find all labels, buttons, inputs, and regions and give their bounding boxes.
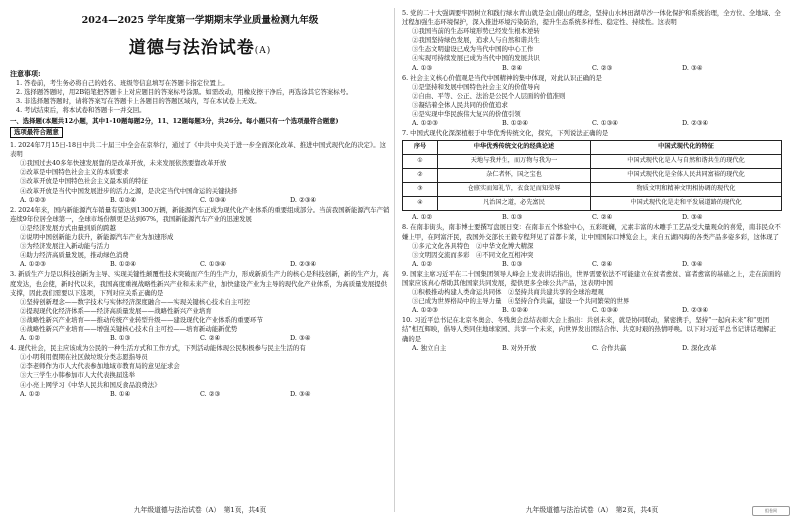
option: ③生态文明建设已成为当代中国的中心工作 [412,45,534,54]
option: ③已成为世界格局中的主导力量 ④坚持合作共赢，建设一个共同繁荣的世界 [412,297,630,306]
question-stem: 8. 在南非街头，南非博士要撰写盘展日变：在南非五个体验中心，五彩斑斓，元素丰富的木雕手工艺品受大量观众的喜爱，南非民众不嫌上甲，在阿富汗民，我国外交部长王毅专程拜见了首都卡莱，让中国国际口博览会上，来自五湖四海的各类产品多姿多彩，这体现了 [402,223,781,241]
table-header: 中华优秀传统文化的经典论述 [438,141,591,155]
table-header: 序号 [403,141,438,155]
option: ③为经济发展注入新动能与活力 [20,242,110,251]
option: ①是坚持和发展中国特色社会主义的价值导向 [412,82,540,91]
choice-a: A. ①②③ [412,306,438,315]
choice-a: A. ①② [20,334,41,343]
choice-b: B. ①②④ [502,119,528,128]
option: ④是实现中华民族伟大复兴的价值引领 [412,110,521,119]
choice-b: B. ①②④ [502,306,528,315]
table-row [403,155,782,169]
question-stem: 9. 国家主席习近平在二十国集团领导人峰会上发表讲话指出，世界需要依法不可能建立在贫者愈贫、富者愈富的基础之上，走在前面的国家应该真心帮助其他国家共同发展，提供更多全球公共产品，这表明中国 [402,269,781,287]
option: ②李老师作为市人大代表参加地域市教育局的意见征求会 [20,362,180,371]
answer-choices [402,260,782,269]
question-1 [10,141,390,205]
option: ④小亮上网学习《中华人民共和国反食品浪费法》 [20,380,161,389]
question-stem: 5. 党的二十大强调要牢固树立和践行绿水青山就是金山银山的理念，坚持山水林田湖草沙一体化保护和系统治理，全方位、全地域、全过程加强生态环境保护，深入推进环境污染防治，提升生态系统多样性、稳定性、持续性。这表明 [402,9,781,27]
choice-a: A. ①② [412,213,433,222]
option: ③凝结着全体人民共同的价值追求 [412,100,508,109]
choice-c: C. ②③ [200,389,221,398]
answer-choices [402,344,782,353]
answer-choices [402,213,782,222]
question-stem: 4. 现代社会，民主应该成为公民的一种生活方式和工作方式，下列活动能体现公民积极参与民主生活的有 [10,344,306,353]
question-3 [10,270,390,343]
choice-c: C. ①③④ [592,119,618,128]
table-cell: ④ [403,197,438,211]
choice-a: A. 独立自主 [412,343,447,352]
question-stem: 6. 社会主义核心价值观是当代中国精神的集中体现，对此认识正确的是 [402,73,602,82]
watermark-logo: 组卷网 [752,506,790,516]
choice-b: B. ①③ [502,213,523,222]
choice-b: B. ①②④ [110,260,136,269]
question-6 [402,74,782,129]
note-item: 1. 答卷前，考生务必将自己的姓名、班级等信息填写在答题卡指定位置上。 [16,78,229,87]
question-stem: 2. 2024年来，国内新能源汽车销量有望达到1300万辆，新能源汽车正成为现代化产业体系的重要组成部分。当前我国新能源汽车产销连续9年位居全球第一，全球市场份额更是达到67%，我国新能源汽车产业的迅速发展 [10,205,390,223]
option: ②改革是中国特色社会主义的本质要求 [20,168,129,177]
page-footer-left: 九年级道德与法治试卷（A） 第1页，共4页 [133,506,267,514]
subject-title [10,36,390,60]
question-stem: 10. 习近平总书记在北京冬奥会、冬残奥会总结表彰大会上指出：共创未来，就是协同联动，紧密携手，坚持“一起向未来”和“更团结”相互辉映，倡导人类同住地球家园、共享一个未来，向世界发出团结合作、共克时艰的热情呼唤。以下对习近平总书记讲话理解正确的是 [402,316,776,343]
table-cell: 杂仁者怀，国之宝也 [438,169,591,183]
table-cell: 中国式现代化是人与自然和谐共生的现代化 [591,155,782,169]
question-7 [402,129,782,222]
table-cell: ③ [403,183,438,197]
exam-title: 2024—2025 学年度第一学期期末学业质量检测九年级 [81,15,319,26]
question-2 [10,206,390,270]
answer-choices [10,196,390,205]
table-header-row [403,141,782,155]
option: ①积极推动构建人类命运共同体 ②坚持共商共建共享的全球治理观 [412,288,604,297]
option: ④战略性新兴产业培育——增强关键核心技术自主可控——培育新动能新优势 [20,324,238,333]
question-4 [10,344,390,399]
option: ①我国当前的生态环境形势已经发生根本逆转 [412,27,540,36]
section-heading: 一、选择题(本题共12小题，其中1-10题每题2分，11、12题每题3分，共26分。每小题只有一个选项最符合题意) [10,116,339,125]
culture-table [402,140,782,211]
right-column [402,8,782,353]
choice-d: D. ③④ [290,334,311,343]
question-stem: 1. 2024年7月15日-18日中共二十届三中全会在京举行，通过了《中共中央关于进一步全面深化改革、推进中国式现代化的决定》。这表明 [10,141,386,159]
choice-b: B. ①②④ [110,195,136,204]
table-cell: 凡治国之道，必先富民 [438,197,591,211]
choice-c: C. ②④ [592,213,613,222]
table-row [403,169,782,183]
table-header: 中国式现代化的特征 [591,141,782,155]
page-footer-right: 九年级道德与法治试卷（A） 第2页，共4页 [525,506,659,514]
table-cell: 中国式现代化是走和平发展道路的现代化 [591,197,782,211]
table-cell: 仓廪实而知礼节，衣食足而知荣辱 [438,183,591,197]
choice-b: B. ①③ [110,334,131,343]
choice-b: B. 对外开放 [502,343,537,352]
question-stem: 7. 中国式现代化深深植根于中华优秀传统文化，探究，下列说法正确的是 [402,129,609,138]
table-cell: ② [403,169,438,183]
choice-c: C. ②④ [592,259,613,268]
choice-c: C. ②④ [200,334,221,343]
table-cell: 天地与我并生，而万物与我为一 [438,155,591,169]
notes-heading: 注意事项: [10,68,41,78]
answer-choices [402,119,782,128]
choice-c: C. ①③④ [200,260,226,269]
table-cell: 中国式现代化是全体人民共同富裕的现代化 [591,169,782,183]
choice-d: D. ②③④ [290,260,317,269]
question-stem: 3. 新质生产力是以科技创新为主导、实现关键性颠覆性技术突破而产生的生产力，形成新质生产力的核心是科技创新，新的生产力，高度发达，也会使，新时代以来，我国高度重视战略性新兴产业和未来产业，加快建设产业为主导的现代化产业体系，为高质量发展提供支撑，因此我们需要以下选项，下列对应关系正确的是 [10,270,389,297]
note-item: 4. 考试结束后，将本试卷和答题卡一并交回。 [16,105,146,114]
question-9 [402,270,782,315]
option: ①小明利用假期在社区做垃圾分类志愿指导员 [20,353,148,362]
choice-d: D. 深化改革 [682,343,717,352]
choice-b: B. ②④ [502,63,523,72]
note-item: 2. 选择题答题时，用2B铅笔把答题卡上对应题目的答案标号涂黑。如需改动，用橡皮擦干净后，再选涂其它答案标号。 [16,87,353,96]
option: ②自由、平等、公正、法治是公民个人层面的价值准则 [412,91,566,100]
choice-d: D. ③④ [682,259,703,268]
question-8 [402,223,782,268]
answer-choices [402,306,782,315]
choice-b: B. ①④ [110,389,131,398]
choice-a: A. ①②③ [20,260,46,269]
option: ④实现可持续发展已成为当代中国的发展共识 [412,54,540,63]
table-cell: 物质文明和精神文明相协调的现代化 [591,183,782,197]
subject-name: 道德与法治试卷 [128,38,255,59]
answer-choices [402,64,782,73]
choice-a: A. ①② [412,259,433,268]
choice-d: D. ③④ [682,63,703,72]
table-cell: ① [403,155,438,169]
table-row [403,183,782,197]
option: ③战略性新兴产业培育——推动传统产业转型升级——建设现代化产业体系的重要环节 [20,315,263,324]
choice-a: A. ①②③ [20,195,46,204]
choice-c: C. 合作共赢 [592,343,627,352]
choice-c: C. ①③④ [200,195,226,204]
subject-variant: (A) [254,46,272,57]
left-column [10,8,390,399]
option: ③大三学生小韩参加市人大代表换届选举 [20,371,136,380]
question-5 [402,9,782,73]
option: ②说明中国创新能力获升，新能源汽车产业为加速形成 [20,233,174,242]
choice-a: A. ①③ [412,63,433,72]
option: ④助力经济高质量发展，推动绿色消费 [20,251,129,260]
table-row [403,197,782,211]
option: ①是经济发展方式由量到质的跨越 [20,223,116,232]
choice-c: C. ②③ [592,63,613,72]
note-item: 3. 非选择题答题时，请将答案写在答题卡上各题目的答题区域内，写在本试卷上无效。 [16,96,261,105]
choice-d: D. ③④ [682,213,703,222]
option: ②我国坚持绿色发展，追求人与自然和谐共生 [412,36,540,45]
option: ④改革开放是当代中国发展进步的活力之源，是决定当代中国命运的关键抉择 [20,186,238,195]
choice-d: D. ②③④ [290,195,317,204]
column-divider [394,8,395,512]
choice-d: D. ③④ [290,389,311,398]
choice-a: A. ①② [20,389,41,398]
question-10 [402,316,782,352]
option: ③改革开放是中国特色社会主义最本质的特征 [20,177,148,186]
option: ①多元文化各具特色 ②中华文化博大精深 [412,241,534,250]
option: ①坚持创新理念——数字技术与实体经济深度融合——实现关键核心技术自主可控 [20,297,251,306]
option: ③文明因交流而多彩 ④不同文化互相冲突 [412,250,534,259]
option: ①我国过去40多年快速发展靠的是改革开放，未来发展依然要靠改革开放 [20,159,227,168]
choice-a: A. ①②③ [412,119,438,128]
choice-d: D. ②③④ [682,306,709,315]
option: ②提现现代化经济体系——经济高质量发展——战略性新兴产业培育 [20,306,212,315]
answer-choices [10,390,390,399]
choice-b: B. ①③ [502,259,523,268]
answer-box: 选项最符合题意 [10,127,63,138]
choice-c: C. ①③④ [592,306,618,315]
choice-d: D. ②③④ [682,119,709,128]
answer-choices [10,260,390,269]
answer-choices [10,334,390,343]
